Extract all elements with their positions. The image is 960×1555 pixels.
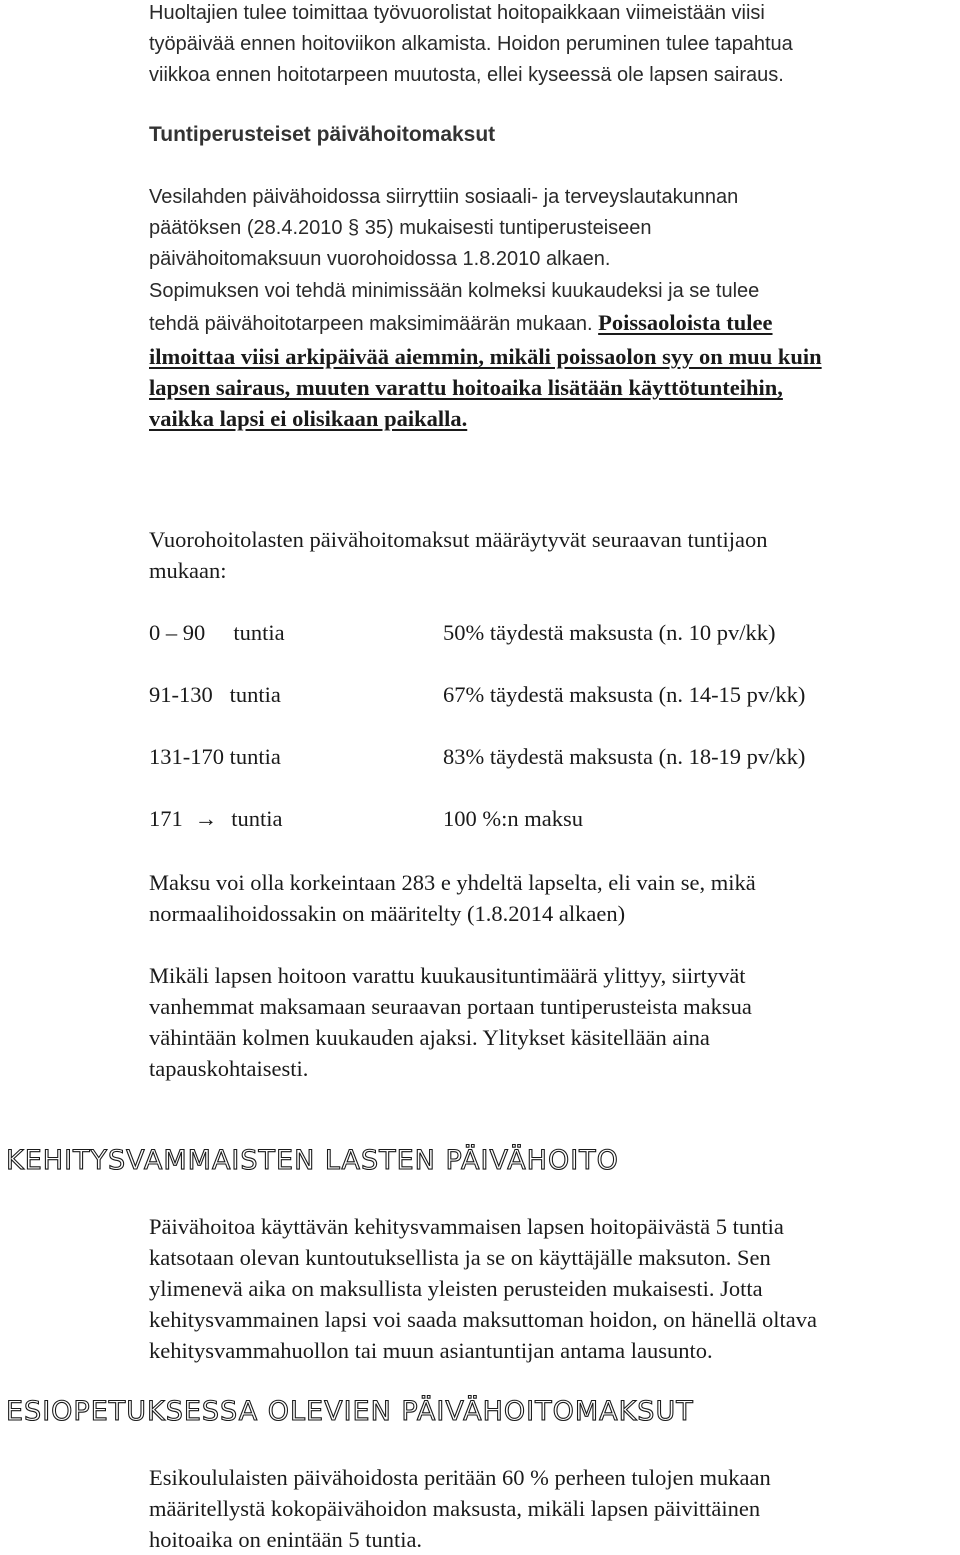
text-line: tapauskohtaisesti. [149,1056,309,1081]
text-line: Vesilahden päivähoidossa siirryttiin sosiaali- ja terveyslautakunnan [149,186,739,208]
text-line: mukaan: [149,558,227,583]
text-line: vähintään kolmen kuukauden ajaksi. Ylitykset käsitellään aina [149,1025,710,1050]
section-heading-disabled-children: KEHITYSVAMMAISTEN LASTEN PÄIVÄHOITO [6,1145,619,1176]
text-line: Vuorohoitolasten päivähoitomaksut määräytyvät seuraavan tuntijaon [149,527,768,552]
fee-row-amount: 100 %:n maksu [443,806,583,831]
range-unit: tuntia [231,806,283,831]
section-heading-preschool: ESIOPETUKSESSA OLEVIEN PÄIVÄHOITOMAKSUT [6,1396,694,1427]
section-sign: § [348,217,360,239]
arrow-right-icon: → [194,806,218,831]
text-line: määritellystä kokopäivähoidon maksusta, mikäli lapsen päivittäinen [149,1496,761,1521]
absence-paragraph [149,276,822,434]
intro-line: työpäivää ennen hoitoviikon alkamista. Hoidon peruminen tulee tapahtua [149,33,793,55]
text-line: normaalihoidossakin on määritelty (1.8.2014 alkaen) [149,901,626,926]
disabled-children-paragraph [149,1211,817,1366]
text-line: kehitysvammahuollon tai muun asiantuntijan antama lausunto. [149,1338,713,1363]
intro-line: viikkoa ennen hoitotarpeen muutosta, ellei kyseessä ole lapsen sairaus. [149,64,784,86]
text-line: Sopimuksen voi tehdä minimissään kolmeksi kuukaudeksi ja se tulee [149,280,760,302]
fee-row-range: 131-170 tuntia [149,744,281,769]
fee-row-amount: 67% täydestä maksusta (n. 14-15 pv/kk) [443,682,806,707]
absence-notice: Poissaoloista tulee [598,310,773,335]
text-fragment: päätöksen (28.4.2010 [149,217,349,239]
absence-notice-line: ilmoittaa viisi arkipäivää aiemmin, mikäli poissaolon syy on muu kuin [149,344,822,369]
text-line: Mikäli lapsen hoitoon varattu kuukausituntimäärä ylittyy, siirtyvät [149,963,746,988]
text-fragment: tehdä päivähoitotarpeen maksimimäärän mukaan. [149,313,599,335]
absence-notice-line: lapsen sairaus, muuten varattu hoitoaika lisätään käyttötunteihin, [149,375,783,400]
text-line: ylimenevä aika on maksullista yleisten perusteiden mukaisesti. Jotta [149,1276,763,1301]
fee-table-intro [149,524,767,586]
text-line [149,213,738,244]
text-fragment: 35) mukaisesti tuntiperusteiseen [359,217,652,239]
text-line: päivähoitomaksuun vuorohoidossa 1.8.2010 alkaen. [149,248,611,270]
text-line: Esikoululaisten päivähoidosta peritään 60 % perheen tulojen mukaan [149,1465,771,1490]
text-line: kehitysvammainen lapsi voi saada maksuttoman hoidon, on hänellä oltava [149,1307,817,1332]
hourly-fees-paragraph [149,182,738,275]
text-line [149,307,822,341]
text-line: vanhemmat maksamaan seuraavan portaan tuntiperusteista maksua [149,994,752,1019]
text-line: katsotaan olevan kuntoutuksellista ja se on käyttäjälle maksuton. Sen [149,1245,771,1270]
intro-paragraph [149,0,793,91]
fee-row-range [149,806,283,832]
range-start: 171 [149,806,183,831]
text-line: Maksu voi olla korkeintaan 283 e yhdeltä lapselta, eli vain se, mikä [149,870,756,895]
hourly-fees-title: Tuntiperusteiset päivähoitomaksut [149,123,496,146]
excess-paragraph [149,960,752,1084]
fee-row-range: 0 – 90 tuntia [149,620,285,645]
text-line: hoitoaika on enintään 5 tuntia. [149,1527,423,1552]
absence-notice-line: vaikka lapsi ei olisikaan paikalla. [149,406,468,431]
text-line: Päivähoitoa käyttävän kehitysvammaisen lapsen hoitopäivästä 5 tuntia [149,1214,784,1239]
fee-row-range: 91-130 tuntia [149,682,281,707]
intro-line: Huoltajien tulee toimittaa työvuorolistat hoitopaikkaan viimeistään viisi [149,2,765,24]
max-fee-paragraph [149,867,756,929]
fee-row-amount: 50% täydestä maksusta (n. 10 pv/kk) [443,620,776,645]
preschool-paragraph [149,1462,771,1555]
fee-row-amount: 83% täydestä maksusta (n. 18-19 pv/kk) [443,744,806,769]
